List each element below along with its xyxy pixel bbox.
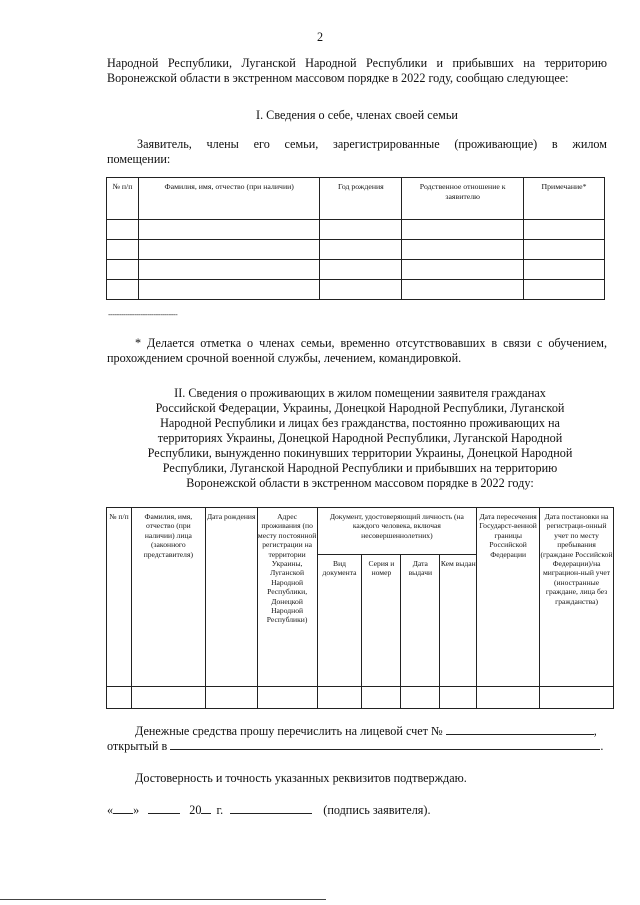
intro-line-1: Народной Республики, Луганской Народной Республики и прибывших на территорию xyxy=(107,56,607,70)
table-cell[interactable] xyxy=(402,280,524,300)
table-cell[interactable] xyxy=(205,687,257,709)
section-2-heading-line-2: Российской Федерации, Украины, Донецкой Народной Республики, Луганской xyxy=(155,401,565,415)
residents-col-doc-type: Вид документа xyxy=(317,555,362,687)
section-1-paragraph-line-1: Заявитель, члены его семьи, зарегистрированные (проживающие) в жилом xyxy=(137,137,607,151)
family-col-no: № п/п xyxy=(107,178,139,220)
table-cell[interactable] xyxy=(401,687,440,709)
table-cell[interactable] xyxy=(320,220,402,240)
day-field[interactable] xyxy=(113,813,133,814)
table-cell[interactable] xyxy=(138,260,320,280)
table-cell[interactable] xyxy=(524,260,605,280)
table-cell[interactable] xyxy=(477,687,540,709)
signature-line xyxy=(107,803,607,818)
bottom-rule xyxy=(0,899,326,900)
account-number-field[interactable] xyxy=(446,734,594,735)
table-cell[interactable] xyxy=(107,220,139,240)
section-2-heading-line-6: Республики, Луганской Народной Республики и прибывших на территорию xyxy=(162,461,558,475)
footnote-line-1: * Делается отметка о членах семьи, временно отсутствовавших в связи с обучением, xyxy=(135,336,607,350)
residents-col-no: № п/п xyxy=(107,508,132,687)
table-cell[interactable] xyxy=(131,687,205,709)
payment-period: . xyxy=(600,739,604,753)
table-cell[interactable] xyxy=(107,280,139,300)
family-col-birth-year: Год рождения xyxy=(320,178,402,220)
table-cell[interactable] xyxy=(138,220,320,240)
section-2-heading-line-7: Воронежской области в экстренном массовом порядке в 2022 году: xyxy=(186,476,534,490)
footnote-line-2: прохождением срочной военной службы, лечением, командировкой. xyxy=(107,351,462,365)
residents-col-border-date: Дата пересечения Государст-венной границы Российской Федерации xyxy=(477,508,540,687)
payment-comma: , xyxy=(593,724,597,738)
signature-label: (подпись заявителя). xyxy=(323,803,431,817)
signature-field[interactable] xyxy=(230,813,312,814)
table-cell[interactable] xyxy=(524,240,605,260)
confirmation-text: Достоверность и точность указанных реквизитов подтверждаю. xyxy=(135,771,467,785)
residents-col-doc-issuer: Кем выдан xyxy=(440,555,477,687)
residents-col-doc-date: Дата выдачи xyxy=(401,555,440,687)
table-cell[interactable] xyxy=(138,280,320,300)
table-cell[interactable] xyxy=(317,687,362,709)
table-cell[interactable] xyxy=(138,240,320,260)
family-col-relation: Родственное отношение к заявителю xyxy=(402,178,524,220)
payment-line-1 xyxy=(107,724,607,739)
residents-table-header-1 xyxy=(107,508,614,555)
table-cell[interactable] xyxy=(107,687,132,709)
bank-name-field[interactable] xyxy=(170,749,600,750)
intro-line-2: Воронежской области в экстренном массовом порядке в 2022 году, сообщаю следующее: xyxy=(107,71,569,85)
table-cell[interactable] xyxy=(320,280,402,300)
table-cell[interactable] xyxy=(524,220,605,240)
table-cell[interactable] xyxy=(402,240,524,260)
section-1-paragraph-line-2: помещении: xyxy=(107,152,171,166)
table-cell[interactable] xyxy=(257,687,317,709)
residents-col-birth-date: Дата рождения xyxy=(205,508,257,687)
table-cell[interactable] xyxy=(440,687,477,709)
payment-bank-label: открытый в xyxy=(107,739,168,753)
year-field[interactable] xyxy=(201,813,211,814)
page-number: 2 xyxy=(316,30,324,44)
section-2-heading-line-1: II. Сведения о проживающих в жилом помещении заявителя гражданах xyxy=(174,386,546,400)
payment-account-label: Денежные средства прошу перечислить на лицевой счет № xyxy=(135,724,443,738)
section-2-heading-line-4: территориях Украины, Донецкой Народной Республики, Луганской Народной xyxy=(157,431,563,445)
table-cell[interactable] xyxy=(402,260,524,280)
family-col-name: Фамилия, имя, отчество (при наличии) xyxy=(138,178,320,220)
footnote-rule: -------------------------------- xyxy=(108,310,178,319)
table-row xyxy=(107,260,605,280)
table-cell[interactable] xyxy=(107,240,139,260)
table-cell[interactable] xyxy=(107,260,139,280)
table-cell[interactable] xyxy=(362,687,401,709)
year-prefix: 20 xyxy=(189,803,202,817)
residents-col-address: Адрес проживания (по месту постоянной регистрации на территории Украины, Луганской Народной Республики, Донецкой Народной Республики) xyxy=(257,508,317,687)
section-2-heading-line-5: Республики, вынужденно покинувших территории Украины, Донецкой Народной xyxy=(147,446,573,460)
residents-col-doc-series: Серия и номер xyxy=(362,555,401,687)
residents-col-registration-date: Дата постановки на регистраци-онный учет по месту пребывания (граждане Российской Федерации)/на миграцион-ный учет (иностранные граждане, лица без гражданства) xyxy=(540,508,614,687)
section-1-heading: I. Сведения о себе, членах своей семьи xyxy=(256,108,458,122)
family-table-header xyxy=(107,178,605,220)
table-cell[interactable] xyxy=(540,687,614,709)
year-suffix: г. xyxy=(216,803,224,817)
payment-line-2 xyxy=(107,739,607,754)
family-table xyxy=(106,177,605,300)
month-field[interactable] xyxy=(148,813,180,814)
residents-table xyxy=(106,507,614,709)
open-quote: « xyxy=(107,803,114,817)
residents-col-name: Фамилия, имя, отчество (при наличии) лица (законного представителя) xyxy=(131,508,205,687)
table-cell[interactable] xyxy=(402,220,524,240)
close-quote: » xyxy=(133,803,140,817)
table-row xyxy=(107,280,605,300)
table-row xyxy=(107,220,605,240)
table-row xyxy=(107,687,614,709)
family-col-note: Примечание* xyxy=(524,178,605,220)
residents-col-document-group: Документ, удостоверяющий личность (на каждого человека, включая несовершеннолетних) xyxy=(317,508,477,555)
table-cell[interactable] xyxy=(320,260,402,280)
table-cell[interactable] xyxy=(320,240,402,260)
table-row xyxy=(107,240,605,260)
section-2-heading-line-3: Народной Республики и лицах без гражданства, постоянно проживающих на xyxy=(160,416,560,430)
table-cell[interactable] xyxy=(524,280,605,300)
